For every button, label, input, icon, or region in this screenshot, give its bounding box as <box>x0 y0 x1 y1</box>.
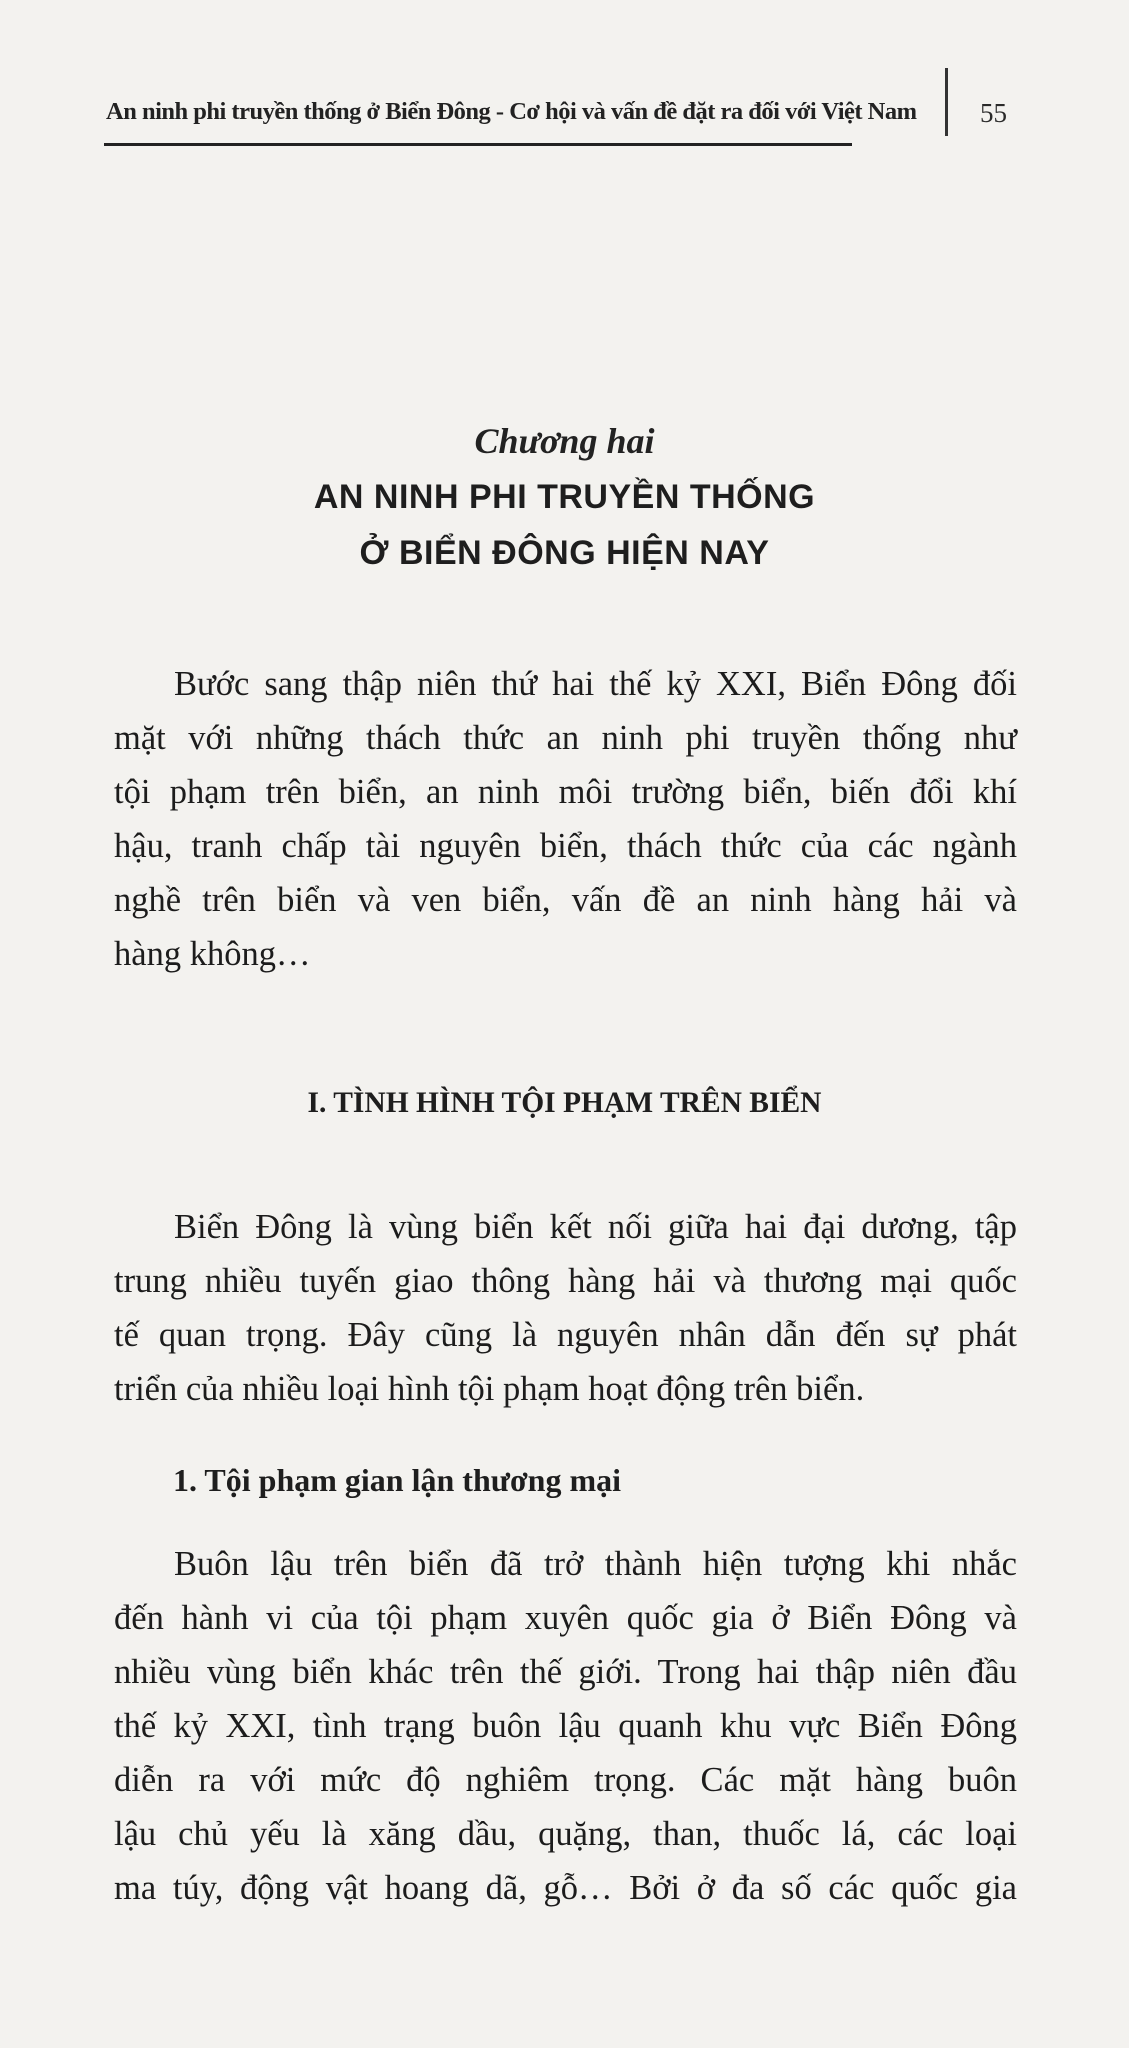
paragraph-line: Buôn lậu trên biển đã trở thành hiện tượng khi nhắc <box>174 1545 1017 1583</box>
section-title: I. TÌNH HÌNH TỘI PHẠM TRÊN BIỂN <box>307 1087 822 1119</box>
paragraph-line: thế kỷ XXI, tình trạng buôn lậu quanh khu vực Biển Đông <box>114 1707 1017 1745</box>
paragraph-line: mặt với những thách thức an ninh phi truyền thống như <box>114 719 1017 757</box>
paragraph-line: Biển Đông là vùng biển kết nối giữa hai đại dương, tập <box>174 1208 1017 1246</box>
paragraph-line: nhiều vùng biển khác trên thế giới. Trong hai thập niên đầu <box>114 1653 1017 1691</box>
paragraph-line: ma túy, động vật hoang dã, gỗ… Bởi ở đa số các quốc gia <box>114 1869 1017 1907</box>
chapter-label: Chương hai <box>474 421 655 461</box>
paragraph-line: tế quan trọng. Đây cũng là nguyên nhân dẫn đến sự phát <box>114 1316 1017 1354</box>
paragraph-line: diễn ra với mức độ nghiêm trọng. Các mặt hàng buôn <box>114 1761 1017 1799</box>
header-underline <box>104 143 852 146</box>
paragraph-line: trung nhiều tuyến giao thông hàng hải và thương mại quốc <box>114 1262 1017 1300</box>
paragraph-line: hậu, tranh chấp tài nguyên biển, thách thức của các ngành <box>114 827 1017 865</box>
paragraph-line: hàng không… <box>114 935 311 973</box>
paragraph-line: tội phạm trên biển, an ninh môi trường biển, biến đổi khí <box>114 773 1017 811</box>
page-number: 55 <box>980 98 1007 128</box>
paragraph-line: Bước sang thập niên thứ hai thế kỷ XXI, Biển Đông đối <box>174 665 1017 703</box>
subsection-title: 1. Tội phạm gian lận thương mại <box>173 1462 621 1498</box>
paragraph-line: đến hành vi của tội phạm xuyên quốc gia ở Biển Đông và <box>114 1599 1017 1637</box>
intro-paragraph <box>114 657 1017 981</box>
running-header-title: An ninh phi truyền thống ở Biển Đông - Cơ hội và vấn đề đặt ra đối với Việt Nam <box>106 98 917 125</box>
chapter-title-line-1: AN NINH PHI TRUYỀN THỐNG <box>313 478 816 516</box>
header-divider <box>945 68 948 136</box>
paragraph-line: triển của nhiều loại hình tội phạm hoạt động trên biển. <box>114 1370 865 1408</box>
chapter-title-line-2: Ở BIỂN ĐÔNG HIỆN NAY <box>359 534 770 572</box>
paragraph-line: lậu chủ yếu là xăng dầu, quặng, than, thuốc lá, các loại <box>114 1815 1017 1853</box>
paragraph-line: nghề trên biển và ven biển, vấn đề an ninh hàng hải và <box>114 881 1017 919</box>
section-paragraph <box>114 1200 1017 1416</box>
subsection-paragraph <box>114 1537 1017 1915</box>
